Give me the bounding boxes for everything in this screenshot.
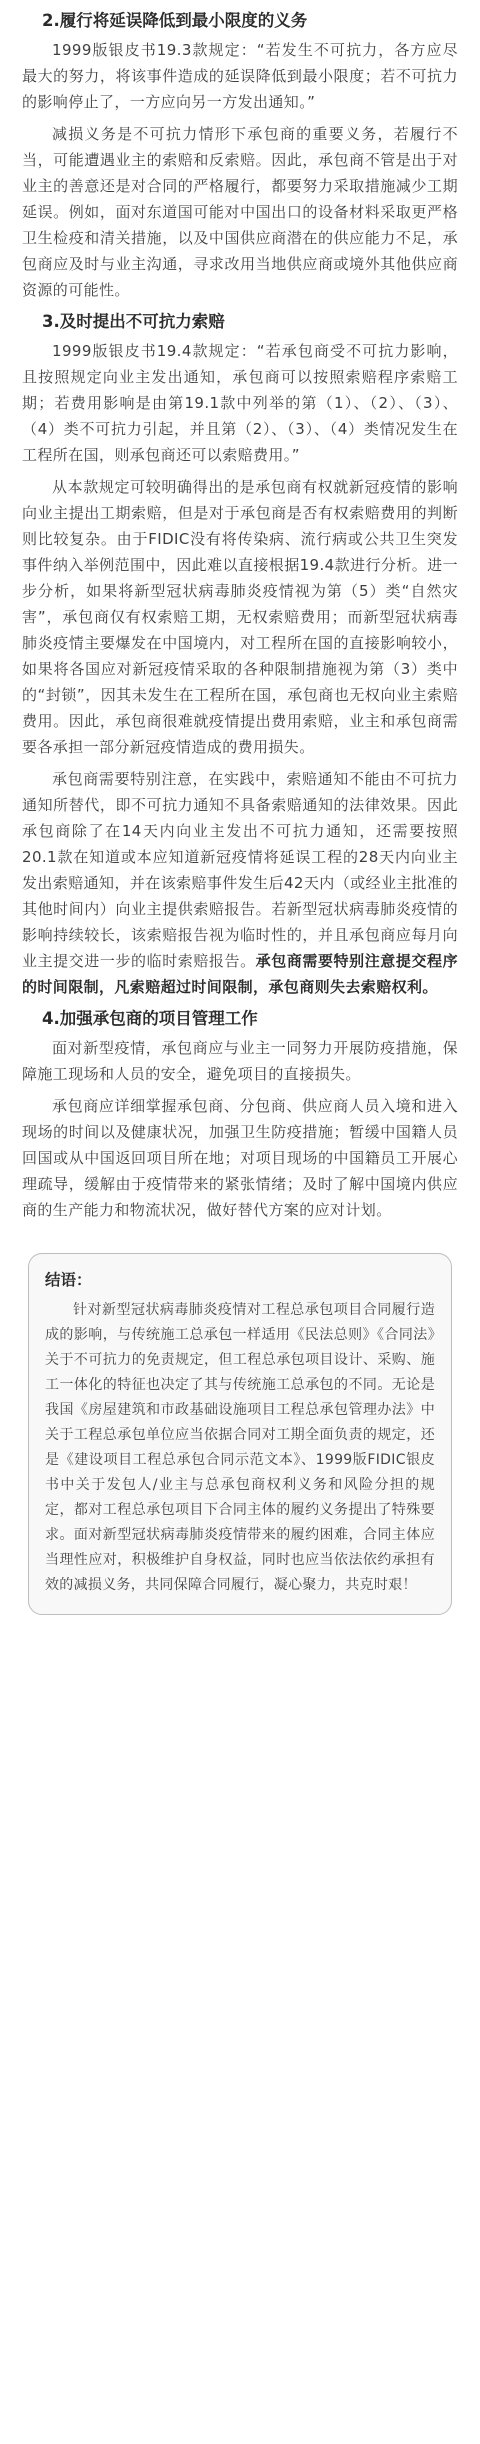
- section-3-paragraph-3-text: 承包商需要特别注意，在实践中，索赔通知不能由不可抗力通知所替代，即不可抗力通知不具备索赔通知的法律效果。因此承包商除了在14天内向业主发出不可抗力通知，还需要按照20.1款在知道或本应知道新冠疫情将延误工程的28天内向业主发出索赔通知，并在该索赔事件发生后42天内（或经业主批准的其他时间内）向业主提供索赔报告。若新型冠状病毒肺炎疫情的影响持续较长，该索赔报告视为临时性的，并且承包商应每月向业主提交进一步的临时索赔报告。: [22, 770, 458, 970]
- section-3-paragraph-1: 1999版银皮书19.4款规定：“若承包商受不可抗力影响，且按照规定向业主发出通知，承包商可以按照索赔程序索赔工期；若费用影响是由第19.1款中列举的第（1）、（2）、（3）、（4）类不可抗力引起，并且第（2）、（3）、（4）类情况发生在工程所在国，则承包商还可以索赔费用。”: [22, 342, 458, 464]
- section-2-heading: 2.履行将延误降低到最小限度的义务: [42, 11, 308, 30]
- section-3-paragraph-3: [22, 766, 458, 1000]
- section-4-heading: 4.加强承包商的项目管理工作: [42, 1009, 258, 1028]
- section-4-paragraph-1: 面对新型疫情，承包商应与业主一同努力开展防疫措施，保障施工现场和人员的安全，避免项目的直接损失。: [22, 1039, 458, 1083]
- section-3-heading: 3.及时提出不可抗力索赔: [42, 312, 225, 331]
- section-4-paragraph-2: 承包商应详细掌握承包商、分包商、供应商人员入境和进入现场的时间以及健康状况，加强卫生防疫措施；暂缓中国籍人员回国或从中国返回项目所在地；对项目现场的中国籍员工开展心理疏导，缓解由于疫情带来的紧张情绪；及时了解中国境内供应商的生产能力和物流状况，做好替代方案的应对计划。: [22, 1097, 458, 1219]
- summary-title: 结语：: [45, 1271, 92, 1289]
- summary-text: 针对新型冠状病毒肺炎疫情对工程总承包项目合同履行造成的影响，与传统施工总承包一样适用《民法总则》《合同法》关于不可抗力的免责规定，但工程总承包项目设计、采购、施工一体化的特征也决定了其与传统施工总承包的不同。无论是我国《房屋建筑和市政基础设施项目工程总承包管理办法》中关于工程总承包单位应当依据合同对工期全面负责的规定，还是《建设项目工程总承包合同示范文本》、1999版FIDIC银皮书中关于发包人/业主与总承包商权利义务和风险分担的规定，都对工程总承包项目下合同主体的履约义务提出了特殊要求。面对新型冠状病毒肺炎疫情带来的履约困难，合同主体应当理性应对，积极维护自身权益，同时也应当依法依约承担有效的减损义务，共同保障合同履行，凝心聚力，共克时艰！: [45, 1302, 435, 1593]
- section-3-emphasis: 承包商需要特别注意提交程序的时间限制，凡索赔超过时间限制，承包商则失去索赔权利。: [22, 952, 458, 996]
- section-3-paragraph-2: 从本款规定可较明确得出的是承包商有权就新冠疫情的影响向业主提出工期索赔，但是对于承包商是否有权索赔费用的判断则比较复杂。由于FIDIC没有将传染病、流行病或公共卫生突发事件纳入举例范围中，因此难以直接根据19.4款进行分析。进一步分析，如果将新型冠状病毒肺炎疫情视为第（5）类“自然灾害”，承包商仅有权索赔工期，无权索赔费用；而新型冠状病毒肺炎疫情主要爆发在中国境内，对工程所在国的直接影响较小，如果将各国应对新冠疫情采取的各种限制措施视为第（3）类中的“封锁”，因其未发生在工程所在国，承包商也无权向业主索赔费用。因此，承包商很难就疫情提出费用索赔，业主和承包商需要各承担一部分新冠疫情造成的费用损失。: [22, 478, 458, 756]
- summary-box: [28, 1253, 452, 1615]
- section-2-paragraph-1: 1999版银皮书19.3款规定：“若发生不可抗力，各方应尽最大的努力，将该事件造成的延误降低到最小限度；若不可抗力的影响停止了，一方应向另一方发出通知。”: [22, 41, 458, 111]
- section-2-paragraph-2: 减损义务是不可抗力情形下承包商的重要义务，若履行不当，可能遭遇业主的索赔和反索赔。因此，承包商不管是出于对业主的善意还是对合同的严格履行，都要努力采取措施减少工期延误。例如，面对东道国可能对中国出口的设备材料采取更严格卫生检疫和清关措施，以及中国供应商潜在的供应能力不足，承包商应及时与业主沟通，寻求改用当地供应商或境外其他供应商资源的可能性。: [22, 125, 458, 299]
